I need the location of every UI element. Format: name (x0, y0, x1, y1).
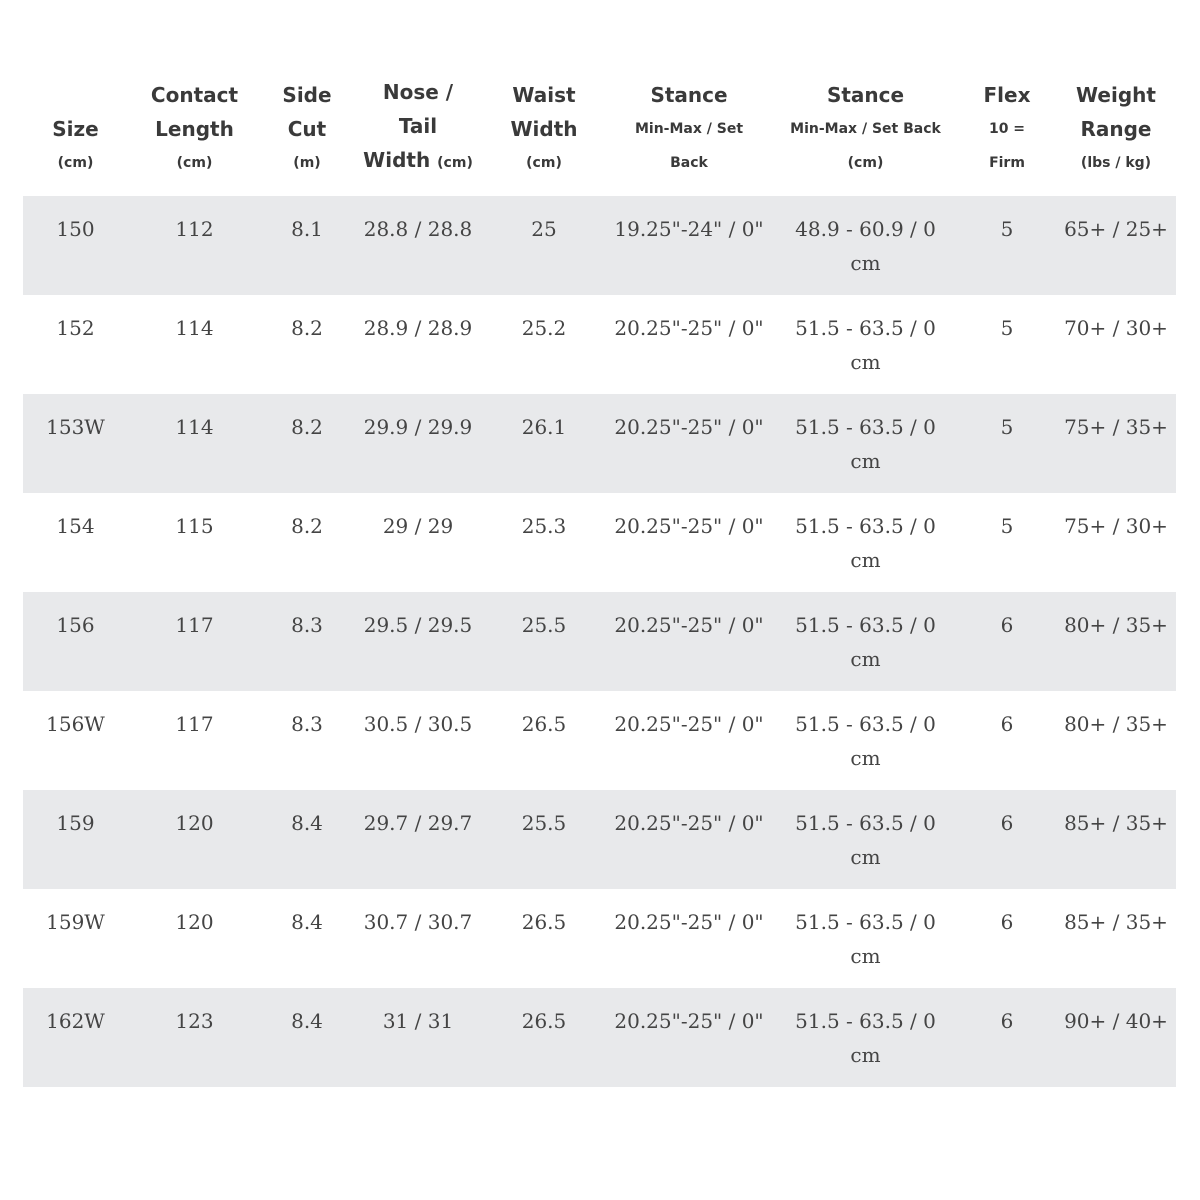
header-length-label: Length (155, 117, 234, 141)
cell-contact-length: 120 (175, 910, 214, 934)
size-chart-table (23, 70, 1176, 1087)
cell-size: 150 (23, 196, 128, 295)
table-row (23, 889, 1176, 988)
cell-side-cut: 8.2 (291, 316, 323, 340)
header-nose-label: Nose / (382, 80, 454, 104)
cell-stance-in: 20.25"-25" / 0" (605, 988, 773, 1087)
cell-contact-length: 115 (175, 514, 214, 538)
cell-size: 162W (23, 988, 128, 1087)
table-row (23, 394, 1176, 493)
cell-stance-in: 20.25"-25" / 0" (605, 394, 773, 493)
cell-stance-in: 20.25"-25" / 0" (614, 514, 764, 538)
cell-stance-in: 19.25"-24" / 0" (605, 196, 773, 295)
cell-weight-range: 70+ / 30+ (1064, 316, 1168, 340)
header-side-cut (261, 70, 353, 196)
cell-flex: 6 (958, 790, 1056, 889)
cell-weight-range: 90+ / 40+ (1056, 988, 1176, 1087)
cell-stance-cm: 51.5 - 63.5 / 0 cm (795, 910, 936, 968)
header-tail-label: Tail (398, 114, 438, 138)
cell-nose-tail-width: 30.5 / 30.5 (363, 712, 473, 736)
table-row (23, 691, 1176, 790)
header-weight-label: Weight (1076, 83, 1156, 107)
cell-contact-length: 112 (128, 196, 261, 295)
cell-side-cut: 8.3 (261, 592, 353, 691)
header-stance-cm-sub1: Min-Max / Set Back (790, 121, 941, 137)
table-row (23, 790, 1176, 889)
cell-flex: 5 (958, 394, 1056, 493)
header-waist-width (483, 70, 605, 196)
header-flex-sub2: Firm (989, 155, 1025, 171)
cell-nose-tail-width: 29.7 / 29.7 (353, 790, 483, 889)
table-row (23, 295, 1176, 394)
header-stance-in-label: Stance (650, 83, 728, 107)
cell-size: 159W (46, 910, 105, 934)
cell-stance-in: 20.25"-25" / 0" (614, 910, 764, 934)
cell-contact-length: 114 (175, 316, 214, 340)
header-size-unit: (cm) (57, 155, 94, 171)
cell-waist-width: 26.5 (521, 712, 567, 736)
size-chart (23, 70, 1176, 1087)
cell-waist-width: 26.5 (483, 988, 605, 1087)
cell-nose-tail-width: 29 / 29 (382, 514, 454, 538)
cell-size: 152 (56, 316, 95, 340)
header-nose-tail-width (353, 70, 483, 196)
cell-nose-tail-width: 28.8 / 28.8 (353, 196, 483, 295)
cell-stance-in: 20.25"-25" / 0" (605, 592, 773, 691)
cell-weight-range: 85+ / 35+ (1064, 910, 1168, 934)
cell-flex: 5 (958, 196, 1056, 295)
header-stance-cm-label: Stance (826, 83, 905, 107)
header-stance-cm (773, 70, 958, 196)
cell-side-cut: 8.1 (261, 196, 353, 295)
cell-waist-width: 25.5 (483, 790, 605, 889)
cell-flex: 6 (1000, 910, 1014, 934)
header-stance-in-sub1: Min-Max / Set (634, 121, 744, 137)
header-stance-in (605, 70, 773, 196)
cell-weight-range: 80+ / 35+ (1064, 712, 1168, 736)
cell-nose-tail-width: 29.9 / 29.9 (353, 394, 483, 493)
table-row (23, 988, 1176, 1087)
cell-nose-tail-width: 28.9 / 28.9 (363, 316, 473, 340)
cell-weight-range: 65+ / 25+ (1056, 196, 1176, 295)
header-cut-label: Cut (287, 117, 327, 141)
cell-contact-length: 117 (128, 592, 261, 691)
cell-stance-in: 20.25"-25" / 0" (614, 316, 764, 340)
header-width-label: Width (363, 148, 431, 172)
header-size (23, 70, 128, 196)
cell-stance-in: 20.25"-25" / 0" (614, 712, 764, 736)
header-flex-sub1: 10 = (988, 121, 1026, 137)
header-flex-label: Flex (983, 83, 1031, 107)
header-contact-length-unit: (cm) (176, 155, 213, 171)
cell-waist-width: 25.2 (521, 316, 567, 340)
cell-size: 156W (46, 712, 105, 736)
cell-side-cut: 8.4 (261, 988, 353, 1087)
header-waist-width-label: Width (510, 117, 578, 141)
cell-stance-in: 20.25"-25" / 0" (605, 790, 773, 889)
cell-nose-tail-width: 29.5 / 29.5 (353, 592, 483, 691)
cell-side-cut: 8.2 (291, 514, 323, 538)
header-weight-range (1056, 70, 1176, 196)
cell-size: 156 (23, 592, 128, 691)
header-row (23, 70, 1176, 196)
table-row (23, 196, 1176, 295)
cell-flex: 5 (1000, 514, 1014, 538)
cell-contact-length: 120 (128, 790, 261, 889)
cell-flex: 6 (1000, 712, 1014, 736)
cell-weight-range: 80+ / 35+ (1056, 592, 1176, 691)
cell-stance-cm: 51.5 - 63.5 / 0 cm (773, 988, 958, 1087)
header-waist-label: Waist (512, 83, 576, 107)
cell-contact-length: 117 (175, 712, 214, 736)
cell-size: 154 (56, 514, 95, 538)
cell-nose-tail-width: 31 / 31 (353, 988, 483, 1087)
cell-stance-cm: 51.5 - 63.5 / 0 cm (773, 394, 958, 493)
header-side-label: Side (282, 83, 332, 107)
table-body (23, 196, 1176, 1087)
header-stance-in-sub2: Back (670, 155, 708, 171)
cell-waist-width: 26.1 (483, 394, 605, 493)
cell-stance-cm: 51.5 - 63.5 / 0 cm (795, 514, 936, 572)
cell-weight-range: 75+ / 35+ (1056, 394, 1176, 493)
header-side-cut-unit: (m) (293, 155, 321, 171)
header-waist-unit: (cm) (526, 155, 562, 171)
cell-waist-width: 25.3 (521, 514, 567, 538)
header-contact-length (128, 70, 261, 196)
header-nose-tail-unit: (cm) (437, 155, 473, 171)
table-row (23, 592, 1176, 691)
cell-flex: 6 (958, 592, 1056, 691)
cell-side-cut: 8.2 (261, 394, 353, 493)
cell-contact-length: 114 (128, 394, 261, 493)
table-row (23, 493, 1176, 592)
cell-size: 153W (23, 394, 128, 493)
cell-size: 159 (23, 790, 128, 889)
cell-flex: 6 (958, 988, 1056, 1087)
header-contact-label: Contact (150, 83, 239, 107)
header-size-label: Size (52, 117, 99, 141)
cell-stance-cm: 48.9 - 60.9 / 0 cm (773, 196, 958, 295)
cell-weight-range: 75+ / 30+ (1064, 514, 1168, 538)
cell-stance-cm: 51.5 - 63.5 / 0 cm (773, 790, 958, 889)
cell-waist-width: 26.5 (521, 910, 567, 934)
cell-nose-tail-width: 30.7 / 30.7 (363, 910, 473, 934)
cell-waist-width: 25 (483, 196, 605, 295)
cell-stance-cm: 51.5 - 63.5 / 0 cm (795, 316, 936, 374)
cell-side-cut: 8.4 (261, 790, 353, 889)
cell-contact-length: 123 (128, 988, 261, 1087)
cell-flex: 5 (1000, 316, 1014, 340)
cell-side-cut: 8.4 (291, 910, 323, 934)
header-weight-unit: (lbs / kg) (1080, 155, 1152, 171)
cell-side-cut: 8.3 (291, 712, 323, 736)
cell-stance-cm: 51.5 - 63.5 / 0 cm (795, 712, 936, 770)
header-range-label: Range (1080, 117, 1152, 141)
header-stance-cm-sub2: (cm) (847, 155, 884, 171)
cell-weight-range: 85+ / 35+ (1056, 790, 1176, 889)
cell-stance-cm: 51.5 - 63.5 / 0 cm (773, 592, 958, 691)
cell-waist-width: 25.5 (483, 592, 605, 691)
header-flex (958, 70, 1056, 196)
